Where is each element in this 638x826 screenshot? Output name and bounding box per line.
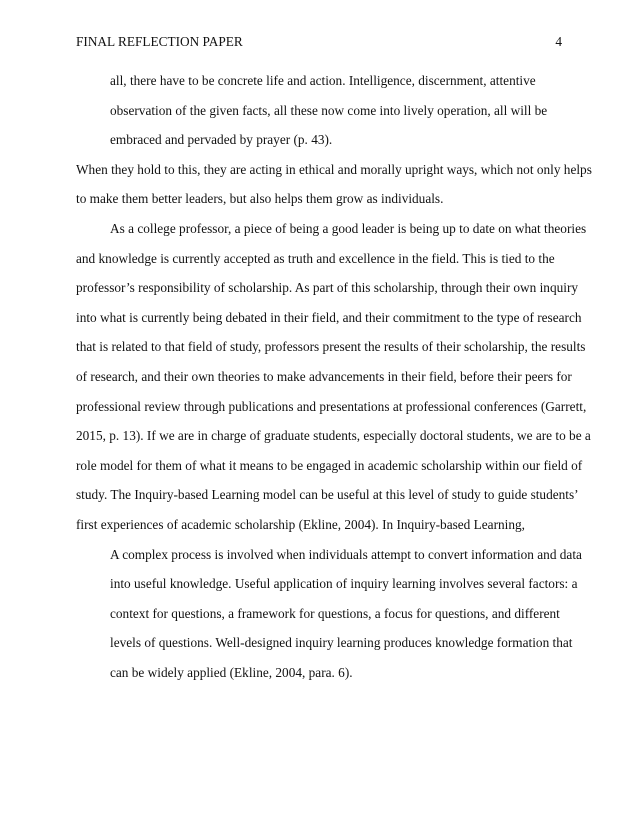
- paragraph-line: that is related to that field of study, professors present the results of their scholarship, the results: [76, 339, 586, 355]
- paragraph-line: study. The Inquiry-based Learning model can be useful at this level of study to guide students’: [76, 487, 579, 503]
- block-quote-line: levels of questions. Well-designed inquiry learning produces knowledge formation that: [110, 635, 573, 651]
- paragraph-line: As a college professor, a piece of being a good leader is being up to date on what theories: [110, 220, 587, 236]
- running-head: FINAL REFLECTION PAPER: [76, 34, 243, 49]
- paragraph-line: professional review through publications and presentations at professional conferences (Garrett,: [76, 398, 587, 414]
- block-quote-line: A complex process is involved when individuals attempt to convert information and data: [110, 546, 582, 562]
- block-quote-line: observation of the given facts, all these now come into lively operation, all will be: [110, 102, 548, 118]
- body-text: [76, 72, 592, 693]
- paragraph-line: 2015, p. 13). If we are in charge of graduate students, especially doctoral students, we are to be a: [76, 428, 591, 444]
- paragraph-line: into what is currently being debated in their field, and their commitment to the type of research: [76, 309, 582, 325]
- paragraph-line: and knowledge is currently accepted as truth and excellence in the field. This is tied to the: [76, 250, 555, 266]
- paragraph-line: When they hold to this, they are acting in ethical and morally upright ways, which not only helps: [76, 161, 592, 177]
- paragraph-line: first experiences of academic scholarship (Ekline, 2004). In Inquiry-based Learning,: [76, 516, 525, 532]
- paragraph-line: of research, and their own theories to make advancements in their field, before their peers for: [76, 368, 572, 384]
- block-quote-line: context for questions, a framework for questions, a focus for questions, and different: [110, 605, 560, 621]
- paragraph-line: professor’s responsibility of scholarship. As part of this scholarship, through their own inquiry: [76, 280, 579, 296]
- block-quote-line: into useful knowledge. Useful application of inquiry learning involves several factors: a: [110, 576, 578, 592]
- block-quote-line: can be widely applied (Ekline, 2004, para. 6).: [110, 664, 353, 680]
- page-number: 4: [555, 34, 562, 49]
- page-header: [76, 34, 562, 52]
- paragraph-line: to make them better leaders, but also helps them grow as individuals.: [76, 191, 444, 207]
- paragraph-line: role model for them of what it means to be engaged in academic scholarship within our field of: [76, 457, 583, 473]
- block-quote-line: embraced and pervaded by prayer (p. 43).: [110, 132, 333, 148]
- block-quote-line: all, there have to be concrete life and action. Intelligence, discernment, attentive: [110, 73, 536, 88]
